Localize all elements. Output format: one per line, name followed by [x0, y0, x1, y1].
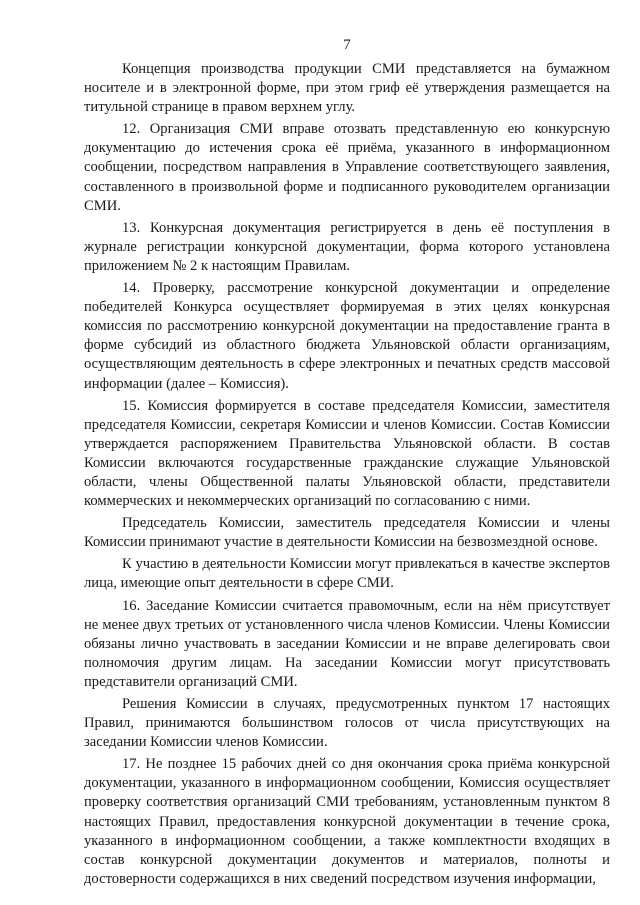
paragraph-15-experts: К участию в деятельности Комиссии могут привлекаться в качестве экспертов лица, имеющие опыт деятельности в сфере СМИ.	[84, 556, 610, 592]
paragraph-15-chair: Председатель Комиссии, заместитель председателя Комиссии и члены Комиссии принимают участие в деятельности Комиссии на безвозмездной основе.	[84, 515, 610, 551]
paragraph-14: 14. Проверку, рассмотрение конкурсной документации и определение победителей Конкурса осуществляет формируемая в этих целях конкурсная комиссия по рассмотрению конкурсной документации на предоставление гранта в форме субсидий из областного бюджета Ульяновской области организациям, осуществляющим деятельность в сфере электронных и печатных средств массовой информации (далее – Комиссия).	[84, 280, 610, 392]
paragraph-17: 17. Не позднее 15 рабочих дней со дня окончания срока приёма конкурсной документации, указанного в информационном сообщении, Комиссия осуществляет проверку соответствия организаций СМИ требованиям, установленным пунктом 8 настоящих Правил, предоставления конкурсной документации в течение срока, указанного в информационном сообщении, а также комплектности входящих в состав конкурсной документации документов и материалов, полноты и достоверности содержащихся в них сведений посредством изучения информации,	[84, 756, 610, 887]
paragraph-15: 15. Комиссия формируется в составе председателя Комиссии, заместителя председателя Комиссии, секретаря Комиссии и членов Комиссии. Состав Комиссии утверждается распоряжением Правительства Ульяновской области. В состав Комиссии включаются государственные гражданские служащие Ульяновской области, члены Общественной палаты Ульяновской области, представители коммерческих и некоммерческих организаций по согласованию с ними.	[84, 397, 610, 510]
paragraph-12: 12. Организация СМИ вправе отозвать представленную ею конкурсную документацию до истечения срока её приёма, указанного в информационном сообщении, посредством направления в Управление соответствующего заявления, составленного в произвольной форме и подписанного руководителем организации СМИ.	[84, 121, 610, 214]
paragraph-13: 13. Конкурсная документация регистрируется в день её поступления в журнале регистрации конкурсной документации, форма которого установлена приложением № 2 к настоящим Правилам.	[84, 219, 610, 274]
page-number: 7	[343, 37, 351, 53]
paragraph-16: 16. Заседание Комиссии считается правомочным, если на нём присутствует не менее двух третьих от установленного числа членов Комиссии. Члены Комиссии обязаны лично участвовать в заседании Комиссии и не вправе делегировать свои полномочия другим лицам. На заседании Комиссии могут присутствовать представители организаций СМИ.	[84, 597, 610, 690]
paragraph-16-decisions: Решения Комиссии в случаях, предусмотренных пунктом 17 настоящих Правил, принимаются большинством голосов от числа присутствующих на заседании Комиссии членов Комиссии.	[84, 696, 610, 751]
paragraph-concept: Концепция производства продукции СМИ представляется на бумажном носителе и в электронной форме, при этом гриф её утверждения размещается на титульной странице в правом верхнем углу.	[84, 61, 610, 116]
